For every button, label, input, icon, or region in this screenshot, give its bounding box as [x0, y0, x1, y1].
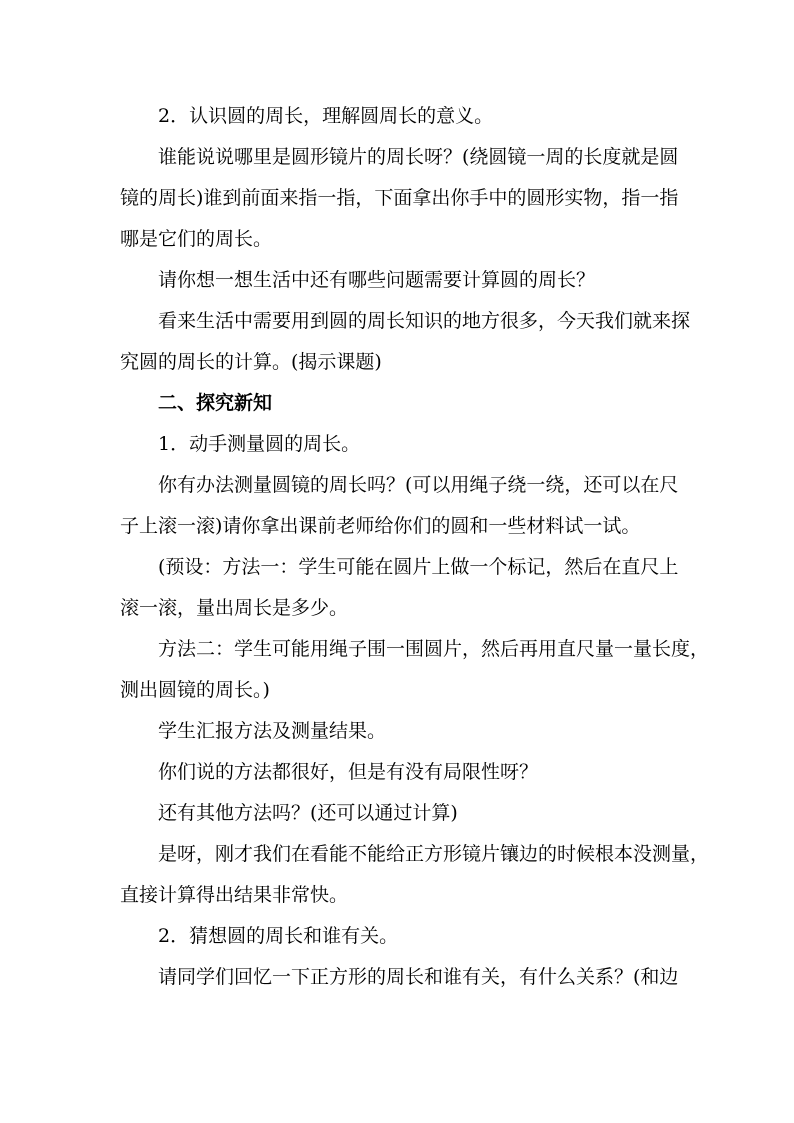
- line-student-report: 学生汇报方法及测量结果。: [158, 720, 387, 742]
- line-section-2-title: 2．认识圆的周长，理解圆周长的意义。: [158, 105, 494, 127]
- line-life-question: 请你想一想生活中还有哪些问题需要计算圆的周长？: [158, 269, 596, 291]
- line-method-two-cont: 测出圆镜的周长。): [120, 679, 270, 701]
- line-other-methods: 还有其他方法吗？(还可以通过计算): [158, 802, 458, 824]
- line-limitation-question: 你们说的方法都很好，但是有没有局限性呀？: [158, 761, 539, 783]
- line-measure-question-cont: 子上滚一滚)请你拿出课前老师给你们的圆和一些材料试一试。: [120, 515, 641, 537]
- line-measure-question: 你有办法测量圆镜的周长吗？(可以用绳子绕一绕，还可以在尺: [158, 474, 679, 496]
- document-page: [120, 96, 710, 998]
- line-question-circumference: 谁能说说哪里是圆形镜片的周长呀？(绕圆镜一周的长度就是圆: [158, 146, 679, 168]
- line-question-circumference-cont: 镜的周长)谁到前面来指一指，下面拿出你手中的圆形实物，指一指: [120, 187, 679, 209]
- line-introduce-topic-end: 究圆的周长的计算。(揭示课题): [120, 351, 382, 373]
- line-method-one-cont: 滚一滚，量出周长是多少。: [120, 597, 349, 619]
- line-introduce-topic: 看来生活中需要用到圆的周长知识的地方很多，今天我们就来探: [158, 310, 691, 332]
- line-calculation-fast: 是呀，刚才我们在看能不能给正方形镜片镶边的时候根本没测量，: [158, 843, 710, 865]
- line-method-two: 方法二：学生可能用绳子围一围圆片，然后再用直尺量一量长度，: [158, 638, 710, 660]
- line-square-recall: 请同学们回忆一下正方形的周长和谁有关，有什么关系？(和边: [158, 966, 679, 988]
- section-heading-explore: 二、探究新知: [158, 392, 273, 414]
- line-measure-title: 1．动手测量圆的周长。: [158, 433, 361, 455]
- line-guess-title: 2．猜想圆的周长和谁有关。: [158, 925, 399, 947]
- line-calculation-fast-cont: 直接计算得出结果非常快。: [120, 884, 349, 906]
- line-question-circumference-end: 哪是它们的周长。: [120, 228, 273, 250]
- line-method-one: (预设：方法一：学生可能在圆片上做一个标记，然后在直尺上: [158, 556, 679, 578]
